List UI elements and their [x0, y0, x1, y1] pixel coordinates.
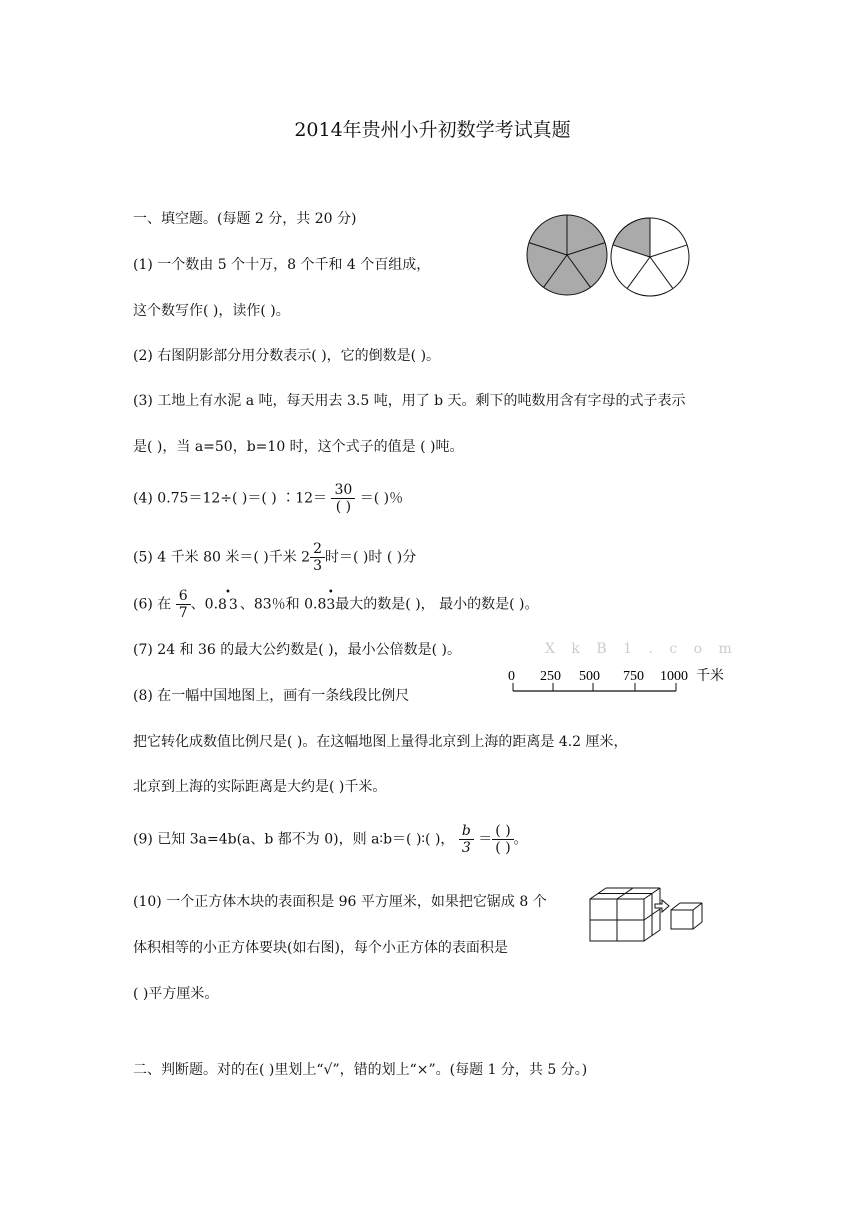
q9-fraction-left — [459, 823, 474, 856]
q6-repeating-value-1: 83 — [218, 596, 240, 613]
q4-denominator: ( ) — [335, 499, 352, 515]
section1-heading: 一、填空题。(每题 2 分，共 20 分) — [133, 211, 357, 227]
q9-end: 。 — [513, 831, 528, 848]
q6-repeating-value-2: 3 — [326, 596, 336, 613]
q10-line2: 体积相等的小正方体要块(如右图)，每个小正方体的表面积是 — [133, 940, 508, 956]
scale-label-750: 750 — [623, 669, 644, 684]
q6-part2: 、0. — [190, 596, 219, 613]
shaded-pie — [527, 215, 607, 295]
q9 — [133, 823, 528, 856]
q6-repeating-digits-2 — [326, 596, 335, 614]
q10-line3: ( )平方厘米。 — [133, 986, 219, 1002]
q5-part1: (5) 4 千米 80 米＝( )千米 2 — [133, 549, 311, 566]
scale-label-250: 250 — [540, 669, 561, 684]
scale-unit: 千米 — [696, 669, 724, 684]
pie-figure — [524, 211, 694, 301]
q2: (2) 右图阴影部分用分数表示( )，它的倒数是( )。 — [133, 348, 441, 364]
scale-label-500: 500 — [579, 669, 600, 684]
large-cube-icon — [590, 888, 660, 941]
watermark: X k B 1 . c o m — [545, 641, 738, 657]
scale-label-0: 0 — [508, 669, 515, 684]
q4-numerator: 30 — [331, 482, 355, 499]
q6-denominator: 7 — [178, 605, 188, 621]
cube-figure — [586, 884, 711, 944]
q4 — [133, 482, 403, 515]
q9-fraction-right — [492, 823, 513, 856]
q5-numerator: 2 — [310, 541, 325, 558]
q8-line3: 北京到上海的实际距离是大约是( )千米。 — [133, 779, 387, 795]
section2-heading: 二、判断题。对的在( )里划上“√”，错的划上“×”。(每题 1 分，共 5 分。) — [133, 1062, 588, 1078]
q9-equals: ＝ — [478, 831, 493, 848]
q9-numerator: b — [459, 823, 474, 840]
q5 — [133, 541, 416, 574]
right-arrow-icon — [655, 900, 669, 912]
q6-fraction — [176, 588, 191, 621]
q8-line1: (8) 在一幅中国地图上，画有一条线段比例尺 — [133, 688, 410, 704]
partial-pie — [611, 218, 689, 296]
q6-part3: 、83％和 0.8 — [239, 596, 327, 613]
q10-line1: (10) 一个正方体木块的表面积是 96 平方厘米，如果把它锯成 8 个 — [133, 894, 547, 910]
page-title: 2014年贵州小升初数学考试真题 — [294, 119, 571, 141]
q3-line1: (3) 工地上有水泥 a 吨，每天用去 3.5 吨，用了 b 天。剩下的吨数用含有字母的式子表示 — [133, 393, 686, 409]
q9-part1: (9) 已知 3a=4b(a、b 都不为 0)，则 a∶b＝( )∶( )， — [133, 831, 455, 848]
q6-repeating-digits-1 — [218, 596, 240, 614]
q6 — [133, 588, 539, 621]
q4-part2: ＝( )％ — [359, 490, 404, 507]
q9-denominator: 3 — [461, 840, 471, 856]
q4-part1: (4) 0.75＝12÷( )＝( ) ∶12＝ — [133, 490, 328, 507]
small-cube-icon — [671, 903, 702, 929]
q5-part2: 时＝( )时 ( )分 — [325, 549, 417, 566]
q1-line2: 这个数写作( )，读作( )。 — [133, 303, 290, 319]
scale-bar — [506, 667, 746, 697]
q9-right-numerator: ( ) — [492, 823, 513, 840]
scale-label-1000: 1000 — [660, 669, 688, 684]
q5-denominator: 3 — [313, 558, 323, 574]
q7: (7) 24 和 36 的最大公约数是( )，最小公倍数是( )。 — [133, 642, 462, 658]
q9-right-denominator: ( ) — [495, 840, 511, 856]
q1-line1: (1) 一个数由 5 个十万，8 个千和 4 个百组成， — [133, 257, 431, 273]
q6-numerator: 6 — [176, 588, 191, 605]
q6-part4: 最大的数是( )， 最小的数是( )。 — [335, 596, 539, 613]
q6-part1: (6) 在 — [133, 596, 172, 613]
q8-line2: 把它转化成数值比例尺是( )。在这幅地图上量得北京到上海的距离是 4.2 厘米， — [133, 734, 628, 750]
q5-fraction — [310, 541, 325, 574]
q3-line2: 是( )，当 a=50，b=10 时，这个式子的值是 ( )吨。 — [133, 439, 464, 455]
q4-fraction — [331, 482, 355, 515]
